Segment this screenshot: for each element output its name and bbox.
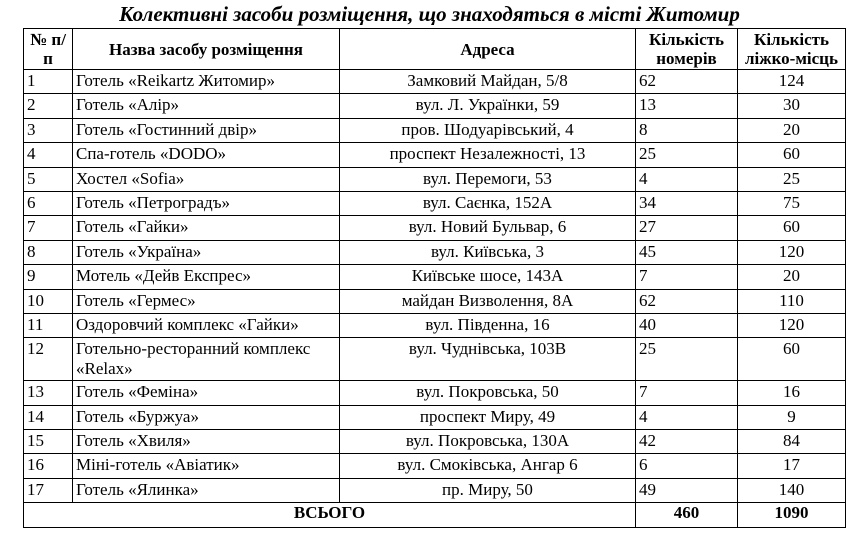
row-beds: 120 — [738, 313, 846, 337]
row-name: Готель «Хвиля» — [73, 430, 340, 454]
row-beds: 84 — [738, 430, 846, 454]
row-beds: 110 — [738, 289, 846, 313]
page-title: Колективні засоби розміщення, що знаходяться в місті Житомир — [119, 2, 740, 26]
row-address: майдан Визволення, 8А — [340, 289, 636, 313]
row-num: 3 — [24, 118, 73, 142]
row-name: Готельно-ресторанний комплекс «Relax» — [73, 338, 340, 381]
total-rooms: 460 — [636, 503, 738, 528]
row-name: Готель «Гостинний двір» — [73, 118, 340, 142]
row-num: 13 — [24, 381, 73, 405]
row-rooms: 8 — [636, 118, 738, 142]
row-num: 12 — [24, 338, 73, 381]
row-name: Хостел «Sofia» — [73, 167, 340, 191]
row-beds: 20 — [738, 265, 846, 289]
row-num: 10 — [24, 289, 73, 313]
row-beds: 124 — [738, 70, 846, 94]
table-row — [24, 240, 846, 264]
row-address: вул. Саєнка, 152А — [340, 191, 636, 215]
row-rooms: 45 — [636, 240, 738, 264]
row-num: 5 — [24, 167, 73, 191]
row-rooms: 62 — [636, 70, 738, 94]
row-address: вул. Новий Бульвар, 6 — [340, 216, 636, 240]
header-row — [24, 29, 846, 70]
row-num: 14 — [24, 405, 73, 429]
row-beds: 16 — [738, 381, 846, 405]
table-row — [24, 143, 846, 167]
row-rooms: 34 — [636, 191, 738, 215]
row-name: Готель «Феміна» — [73, 381, 340, 405]
row-name: Оздоровчий комплекс «Гайки» — [73, 313, 340, 337]
table-row — [24, 454, 846, 478]
row-beds: 25 — [738, 167, 846, 191]
row-num: 4 — [24, 143, 73, 167]
table-row — [24, 478, 846, 502]
row-address: вул. Чуднівська, 103В — [340, 338, 636, 381]
row-address: вул. Л. Українки, 59 — [340, 94, 636, 118]
row-num: 17 — [24, 478, 73, 502]
table-row — [24, 118, 846, 142]
row-beds: 20 — [738, 118, 846, 142]
row-name: Готель «Алір» — [73, 94, 340, 118]
row-beds: 60 — [738, 216, 846, 240]
row-address: вул. Смоківська, Ангар 6 — [340, 454, 636, 478]
row-num: 6 — [24, 191, 73, 215]
table-row — [24, 405, 846, 429]
header-name: Назва засобу розміщення — [73, 29, 340, 70]
total-beds: 1090 — [738, 503, 846, 528]
row-num: 11 — [24, 313, 73, 337]
table-row — [24, 313, 846, 337]
row-address: вул. Покровська, 130А — [340, 430, 636, 454]
row-rooms: 62 — [636, 289, 738, 313]
row-address: проспект Миру, 49 — [340, 405, 636, 429]
row-num: 9 — [24, 265, 73, 289]
row-rooms: 40 — [636, 313, 738, 337]
row-address: проспект Незалежності, 13 — [340, 143, 636, 167]
row-rooms: 6 — [636, 454, 738, 478]
row-name: Міні-готель «Авіатик» — [73, 454, 340, 478]
header-beds: Кількість ліжко-місць — [738, 29, 846, 70]
row-beds: 30 — [738, 94, 846, 118]
table-row — [24, 381, 846, 405]
row-address: пров. Шодуарівський, 4 — [340, 118, 636, 142]
row-num: 7 — [24, 216, 73, 240]
accommodation-table — [23, 28, 846, 528]
row-num: 8 — [24, 240, 73, 264]
row-name: Спа-готель «DODO» — [73, 143, 340, 167]
row-beds: 17 — [738, 454, 846, 478]
row-num: 1 — [24, 70, 73, 94]
table-row — [24, 94, 846, 118]
table-row — [24, 430, 846, 454]
table-row — [24, 265, 846, 289]
row-beds: 120 — [738, 240, 846, 264]
row-beds: 60 — [738, 338, 846, 381]
row-address: пр. Миру, 50 — [340, 478, 636, 502]
row-rooms: 4 — [636, 405, 738, 429]
total-label: ВСЬОГО — [24, 503, 636, 528]
row-rooms: 7 — [636, 381, 738, 405]
table-row — [24, 167, 846, 191]
row-rooms: 42 — [636, 430, 738, 454]
row-rooms: 7 — [636, 265, 738, 289]
row-address: Київське шосе, 143А — [340, 265, 636, 289]
row-address: Замковий Майдан, 5/8 — [340, 70, 636, 94]
header-rooms: Кількість номерів — [636, 29, 738, 70]
total-row — [24, 503, 846, 528]
row-address: вул. Київська, 3 — [340, 240, 636, 264]
row-rooms: 25 — [636, 143, 738, 167]
row-name: Мотель «Дейв Експрес» — [73, 265, 340, 289]
row-beds: 140 — [738, 478, 846, 502]
row-name: Готель «Reikartz Житомир» — [73, 70, 340, 94]
row-beds: 60 — [738, 143, 846, 167]
header-address: Адреса — [340, 29, 636, 70]
row-rooms: 27 — [636, 216, 738, 240]
row-rooms: 13 — [636, 94, 738, 118]
row-rooms: 25 — [636, 338, 738, 381]
table-row — [24, 289, 846, 313]
row-name: Готель «Буржуа» — [73, 405, 340, 429]
table-row — [24, 191, 846, 215]
row-rooms: 49 — [636, 478, 738, 502]
row-rooms: 4 — [636, 167, 738, 191]
row-num: 15 — [24, 430, 73, 454]
row-address: вул. Покровська, 50 — [340, 381, 636, 405]
row-address: вул. Південна, 16 — [340, 313, 636, 337]
table-row — [24, 338, 846, 381]
row-name: Готель «Україна» — [73, 240, 340, 264]
row-name: Готель «Гайки» — [73, 216, 340, 240]
row-name: Готель «Ялинка» — [73, 478, 340, 502]
row-name: Готель «Петроградъ» — [73, 191, 340, 215]
row-num: 16 — [24, 454, 73, 478]
table-row — [24, 70, 846, 94]
row-num: 2 — [24, 94, 73, 118]
table-row — [24, 216, 846, 240]
header-num: № п/п — [24, 29, 73, 70]
row-name: Готель «Гермес» — [73, 289, 340, 313]
row-beds: 75 — [738, 191, 846, 215]
row-beds: 9 — [738, 405, 846, 429]
row-address: вул. Перемоги, 53 — [340, 167, 636, 191]
